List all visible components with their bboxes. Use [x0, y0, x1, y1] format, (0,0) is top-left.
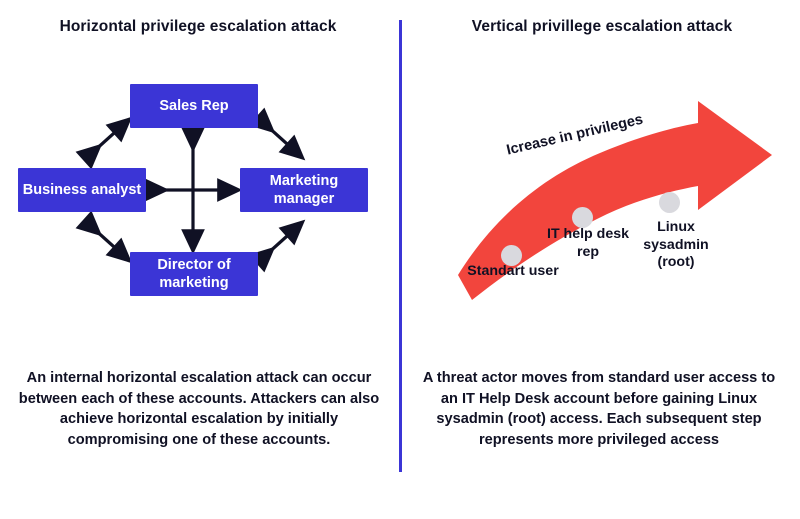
step-dot-it-help-desk-rep — [572, 207, 593, 228]
increase-in-privileges-label: Icrease in privileges — [505, 111, 645, 159]
node-marketing-manager: Marketing manager — [240, 168, 368, 212]
step-label-standard-user: Standart user — [467, 263, 559, 279]
step-dot-linux-sysadmin — [659, 192, 680, 213]
node-sales-rep: Sales Rep — [130, 84, 258, 128]
arrow-diagonal-top-left — [93, 125, 123, 152]
left-panel-caption: An internal horizontal escalation attack can occur between each of these accounts. Attackers can also achieve horizontal escalation by initially compromising one of these accounts. — [18, 370, 380, 449]
step-label-it-help-desk-rep: IT help desk rep — [547, 226, 629, 260]
rising-arrow-graphic — [400, 0, 800, 360]
right-panel-caption: A threat actor moves from standard user access to an IT Help Desk account before gaining Linux sysadmin (root) access. Each subsequent step represents more privileged access — [422, 370, 776, 449]
arrow-diagonal-bottom-right — [266, 228, 296, 255]
node-director-of-marketing: Director of marketing — [130, 252, 258, 296]
arrow-diagonal-top-right — [266, 125, 296, 152]
left-panel-title: Horizontal privilege escalation attack — [59, 18, 337, 35]
step-label-linux-sysadmin: Linux sysadmin (root) — [643, 219, 709, 271]
vertical-escalation-diagram — [400, 0, 800, 360]
right-panel-title: Vertical privillege escalation attack — [471, 18, 733, 35]
arrow-diagonal-bottom-left — [93, 228, 123, 255]
node-business-analyst: Business analyst — [18, 168, 146, 212]
